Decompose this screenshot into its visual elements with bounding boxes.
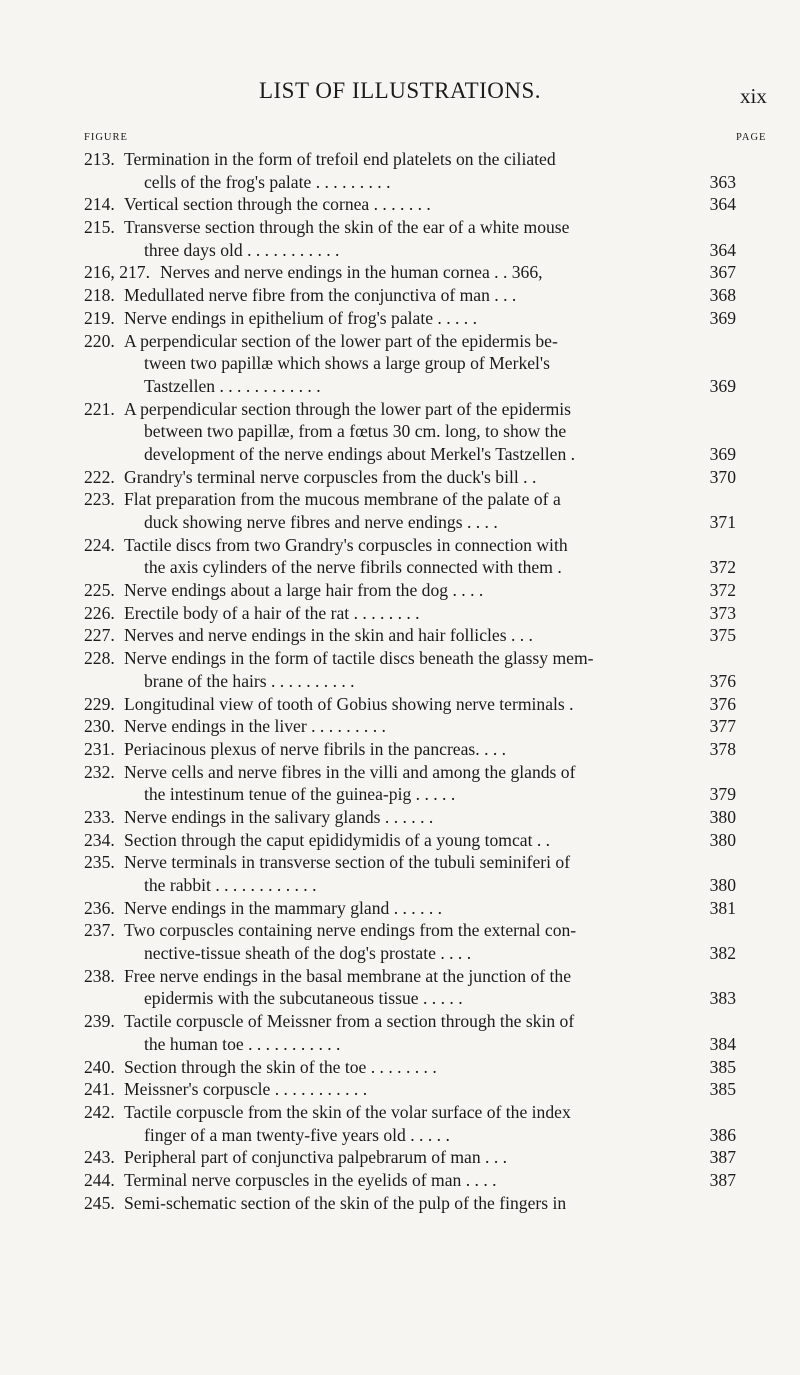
entry-line — [0, 919, 800, 942]
entry-text: development of the nerve endings about Merkel's Tastzellen . — [144, 443, 576, 464]
page-reference: 375 — [709, 625, 736, 646]
entry-line — [0, 443, 800, 466]
page-reference: 372 — [709, 580, 736, 601]
list-item — [0, 1169, 800, 1192]
entry-line — [0, 670, 800, 693]
page-reference: 371 — [709, 512, 736, 532]
entry-text: duck showing nerve fibres and nerve endings . . . . — [144, 512, 498, 532]
entry-text: epidermis with the subcutaneous tissue . . . . . — [144, 988, 463, 1009]
entry-text: Nerve terminals in transverse section of the tubuli seminiferi of — [124, 852, 571, 873]
list-item — [0, 216, 800, 261]
figure-number: 235. — [84, 852, 115, 873]
list-item — [0, 693, 800, 716]
figure-number: 224. — [84, 534, 115, 555]
list-item — [0, 965, 800, 1010]
entry-text: Tactile corpuscle of Meissner from a section through the skin of — [124, 1011, 575, 1032]
entry-line — [0, 761, 800, 784]
figure-number: 232. — [84, 761, 115, 782]
list-item — [0, 851, 800, 896]
page-reference: 382 — [709, 943, 736, 964]
page-reference: 377 — [709, 716, 736, 737]
figure-number: 236. — [84, 897, 115, 918]
list-item — [0, 1192, 800, 1215]
entry-text: A perpendicular section through the lower part of the epidermis — [124, 398, 572, 419]
figure-number: 228. — [84, 648, 115, 669]
page-reference: 385 — [709, 1056, 736, 1077]
entry-text: the human toe . . . . . . . . . . . — [144, 1033, 341, 1054]
entry-line — [0, 261, 800, 284]
entry-line — [0, 738, 800, 761]
page-reference: 376 — [709, 693, 736, 714]
list-item — [0, 534, 800, 579]
list-item — [0, 1010, 800, 1055]
entry-line — [0, 307, 800, 330]
entry-line — [0, 1101, 800, 1124]
entry-text: A perpendicular section of the lower part of the epidermis be- — [124, 330, 558, 351]
entry-line — [0, 829, 800, 852]
list-item — [0, 466, 800, 489]
figure-number: 216, 217. — [84, 262, 150, 283]
entry-text: the axis cylinders of the nerve fibrils connected with them . — [144, 557, 562, 578]
figure-number: 220. — [84, 330, 115, 351]
list-item — [0, 307, 800, 330]
figure-number: 214. — [84, 194, 115, 215]
entry-line — [0, 534, 800, 557]
entry-line — [0, 488, 800, 511]
entry-text: Erectile body of a hair of the rat . . . . . . . . — [124, 602, 420, 623]
entry-text: tween two papillæ which shows a large group of Merkel's — [144, 353, 550, 374]
list-item — [0, 1078, 800, 1101]
page-reference: 369 — [709, 375, 736, 396]
figure-number: 222. — [84, 466, 115, 487]
entry-text: Nerve endings in the liver . . . . . . . . . — [124, 716, 386, 737]
entry-text: Nerve endings in the salivary glands . . . . . . — [124, 806, 434, 827]
entry-text: Two corpuscles containing nerve endings from the external con- — [124, 920, 577, 941]
page-reference: 383 — [709, 988, 736, 1009]
entry-text: Periacinous plexus of nerve fibrils in the pancreas. . . . — [124, 738, 507, 759]
entry-line — [0, 965, 800, 988]
entry-line — [0, 1056, 800, 1079]
page-reference: 385 — [709, 1079, 736, 1100]
figure-number: 234. — [84, 829, 115, 850]
list-item — [0, 761, 800, 806]
entry-line — [0, 1192, 800, 1215]
entry-text: Nerve endings in the form of tactile discs beneath the glassy mem- — [124, 648, 594, 669]
list-item — [0, 738, 800, 761]
figure-number: 229. — [84, 693, 115, 714]
figure-number: 245. — [84, 1192, 115, 1213]
entry-text: Medullated nerve fibre from the conjunctiva of man . . . — [124, 285, 517, 306]
figure-number: 244. — [84, 1169, 115, 1190]
entry-text: Terminal nerve corpuscles in the eyelids of man . . . . — [124, 1169, 497, 1190]
entry-text: Meissner's corpuscle . . . . . . . . . . . — [124, 1079, 368, 1100]
figure-number: 240. — [84, 1056, 115, 1077]
entry-text: Nerve cells and nerve fibres in the villi and among the glands of — [124, 761, 576, 782]
page-number-roman: xix — [740, 84, 767, 108]
page-reference: 363 — [709, 171, 736, 192]
figure-number: 238. — [84, 965, 115, 986]
figure-number: 218. — [84, 285, 115, 306]
entry-line — [0, 874, 800, 897]
figure-number: 226. — [84, 602, 115, 623]
list-item — [0, 602, 800, 625]
entry-text: Termination in the form of trefoil end platelets on the ciliated — [124, 149, 556, 169]
list-item — [0, 715, 800, 738]
entry-line — [0, 897, 800, 920]
figure-number: 231. — [84, 738, 115, 759]
entry-text: Transverse section through the skin of the ear of a white mouse — [124, 217, 570, 238]
list-item — [0, 488, 800, 533]
figure-number: 237. — [84, 920, 115, 941]
list-item — [0, 330, 800, 398]
list-item — [0, 806, 800, 829]
entry-text: Section through the skin of the toe . . . . . . . . — [124, 1056, 437, 1077]
page-reference: 381 — [709, 897, 736, 918]
page-reference: 386 — [709, 1124, 736, 1145]
entry-line — [0, 1078, 800, 1101]
entry-line — [0, 579, 800, 602]
page-title: LIST OF ILLUSTRATIONS. — [258, 78, 542, 103]
page-reference: 379 — [709, 784, 736, 805]
entry-text: Tastzellen . . . . . . . . . . . . — [144, 375, 321, 396]
figure-number: 242. — [84, 1101, 115, 1122]
figure-number: 241. — [84, 1079, 115, 1100]
entry-text: between two papillæ, from a fœtus 30 cm. long, to show the — [144, 421, 567, 442]
list-item — [0, 1146, 800, 1169]
entry-text: Semi-schematic section of the skin of the pulp of the fingers in — [124, 1192, 567, 1213]
entry-line — [0, 1010, 800, 1033]
entry-text: Nerve endings in the mammary gland . . . . . . — [124, 897, 443, 918]
figure-number: 221. — [84, 398, 115, 419]
entry-line — [0, 556, 800, 579]
entry-text: brane of the hairs . . . . . . . . . . — [144, 670, 355, 691]
entry-text: Grandry's terminal nerve corpuscles from the duck's bill . . — [124, 466, 537, 487]
figure-number: 219. — [84, 307, 115, 328]
page-reference: 372 — [709, 557, 736, 578]
entry-text: Flat preparation from the mucous membrane of the palate of a — [124, 489, 561, 510]
entry-text: Nerves and nerve endings in the human cornea . . 366, — [160, 262, 543, 283]
column-header-figure: FIGURE — [84, 132, 128, 143]
list-item — [0, 897, 800, 920]
entry-text: the intestinum tenue of the guinea-pig . . . . . — [144, 784, 456, 805]
page-reference: 368 — [709, 285, 736, 306]
figure-number: 227. — [84, 625, 115, 646]
entry-line — [0, 987, 800, 1010]
list-item — [0, 261, 800, 284]
page-reference: 376 — [709, 670, 736, 691]
page-reference: 369 — [709, 307, 736, 328]
figure-number: 225. — [84, 580, 115, 601]
entry-line — [0, 216, 800, 239]
figure-number: 230. — [84, 716, 115, 737]
entry-text: Vertical section through the cornea . . . . . . . — [124, 194, 431, 215]
list-item — [0, 193, 800, 216]
page-reference: 367 — [709, 262, 736, 283]
entry-line — [0, 1033, 800, 1056]
entry-line — [0, 942, 800, 965]
page-reference: 378 — [709, 738, 736, 759]
entry-text: Section through the caput epididymidis of a young tomcat . . — [124, 829, 551, 850]
page-reference: 370 — [709, 466, 736, 487]
figure-number: 243. — [84, 1147, 115, 1168]
list-item — [0, 919, 800, 964]
list-item — [0, 398, 800, 466]
illustration-list — [0, 148, 800, 1214]
entry-text: three days old . . . . . . . . . . . — [144, 239, 340, 260]
entry-text: Free nerve endings in the basal membrane at the junction of the — [124, 965, 572, 986]
entry-text: Tactile discs from two Grandry's corpuscles in connection with — [124, 534, 568, 555]
entry-text: Longitudinal view of tooth of Gobius showing nerve terminals . — [124, 693, 574, 714]
entry-line — [0, 693, 800, 716]
entry-line — [0, 466, 800, 489]
entry-line — [0, 193, 800, 216]
figure-number: 239. — [84, 1011, 115, 1032]
entry-text: finger of a man twenty-five years old . . . . . — [144, 1124, 450, 1145]
entry-text: the rabbit . . . . . . . . . . . . — [144, 875, 317, 895]
entry-line — [0, 284, 800, 307]
entry-text: Nerve endings in epithelium of frog's palate . . . . . — [124, 307, 478, 328]
page-reference: 364 — [709, 239, 736, 260]
entry-line — [0, 1124, 800, 1147]
entry-line — [0, 330, 800, 353]
figure-number: 233. — [84, 806, 115, 827]
entry-line — [0, 420, 800, 443]
figure-number: 215. — [84, 217, 115, 238]
page-reference: 380 — [709, 806, 736, 827]
entry-line — [0, 398, 800, 421]
page-reference: 380 — [709, 875, 736, 895]
entry-text: Peripheral part of conjunctiva palpebrarum of man . . . — [124, 1147, 508, 1168]
entry-line — [0, 148, 800, 171]
list-item — [0, 624, 800, 647]
figure-number: 213. — [84, 149, 115, 169]
entry-text: cells of the frog's palate . . . . . . . . . — [144, 171, 391, 192]
entry-line — [0, 851, 800, 874]
entry-text: nective-tissue sheath of the dog's prostate . . . . — [144, 943, 472, 964]
entry-line — [0, 806, 800, 829]
page-reference: 369 — [709, 443, 736, 464]
page-reference: 364 — [709, 194, 736, 215]
list-item — [0, 1056, 800, 1079]
entry-line — [0, 715, 800, 738]
list-item — [0, 829, 800, 852]
entry-text: Tactile corpuscle from the skin of the volar surface of the index — [124, 1101, 571, 1122]
entry-line — [0, 1146, 800, 1169]
entry-line — [0, 602, 800, 625]
entry-line — [0, 1169, 800, 1192]
entry-line — [0, 783, 800, 806]
entry-text: Nerve endings about a large hair from the dog . . . . — [124, 580, 484, 601]
column-header-page: PAGE — [736, 132, 767, 143]
page-reference: 373 — [709, 602, 736, 623]
list-item — [0, 284, 800, 307]
entry-line — [0, 239, 800, 262]
entry-line — [0, 375, 800, 398]
list-item — [0, 647, 800, 692]
page-reference: 387 — [709, 1147, 736, 1168]
entry-text: Nerves and nerve endings in the skin and hair follicles . . . — [124, 625, 533, 646]
list-item — [0, 1101, 800, 1146]
entry-line — [0, 352, 800, 375]
page-reference: 380 — [709, 829, 736, 850]
page-reference: 384 — [709, 1033, 736, 1054]
entry-line — [0, 171, 800, 194]
list-item — [0, 148, 800, 193]
entry-line — [0, 647, 800, 670]
entry-line — [0, 624, 800, 647]
list-item — [0, 579, 800, 602]
figure-number: 223. — [84, 489, 115, 510]
page-reference: 387 — [709, 1169, 736, 1190]
entry-line — [0, 511, 800, 534]
